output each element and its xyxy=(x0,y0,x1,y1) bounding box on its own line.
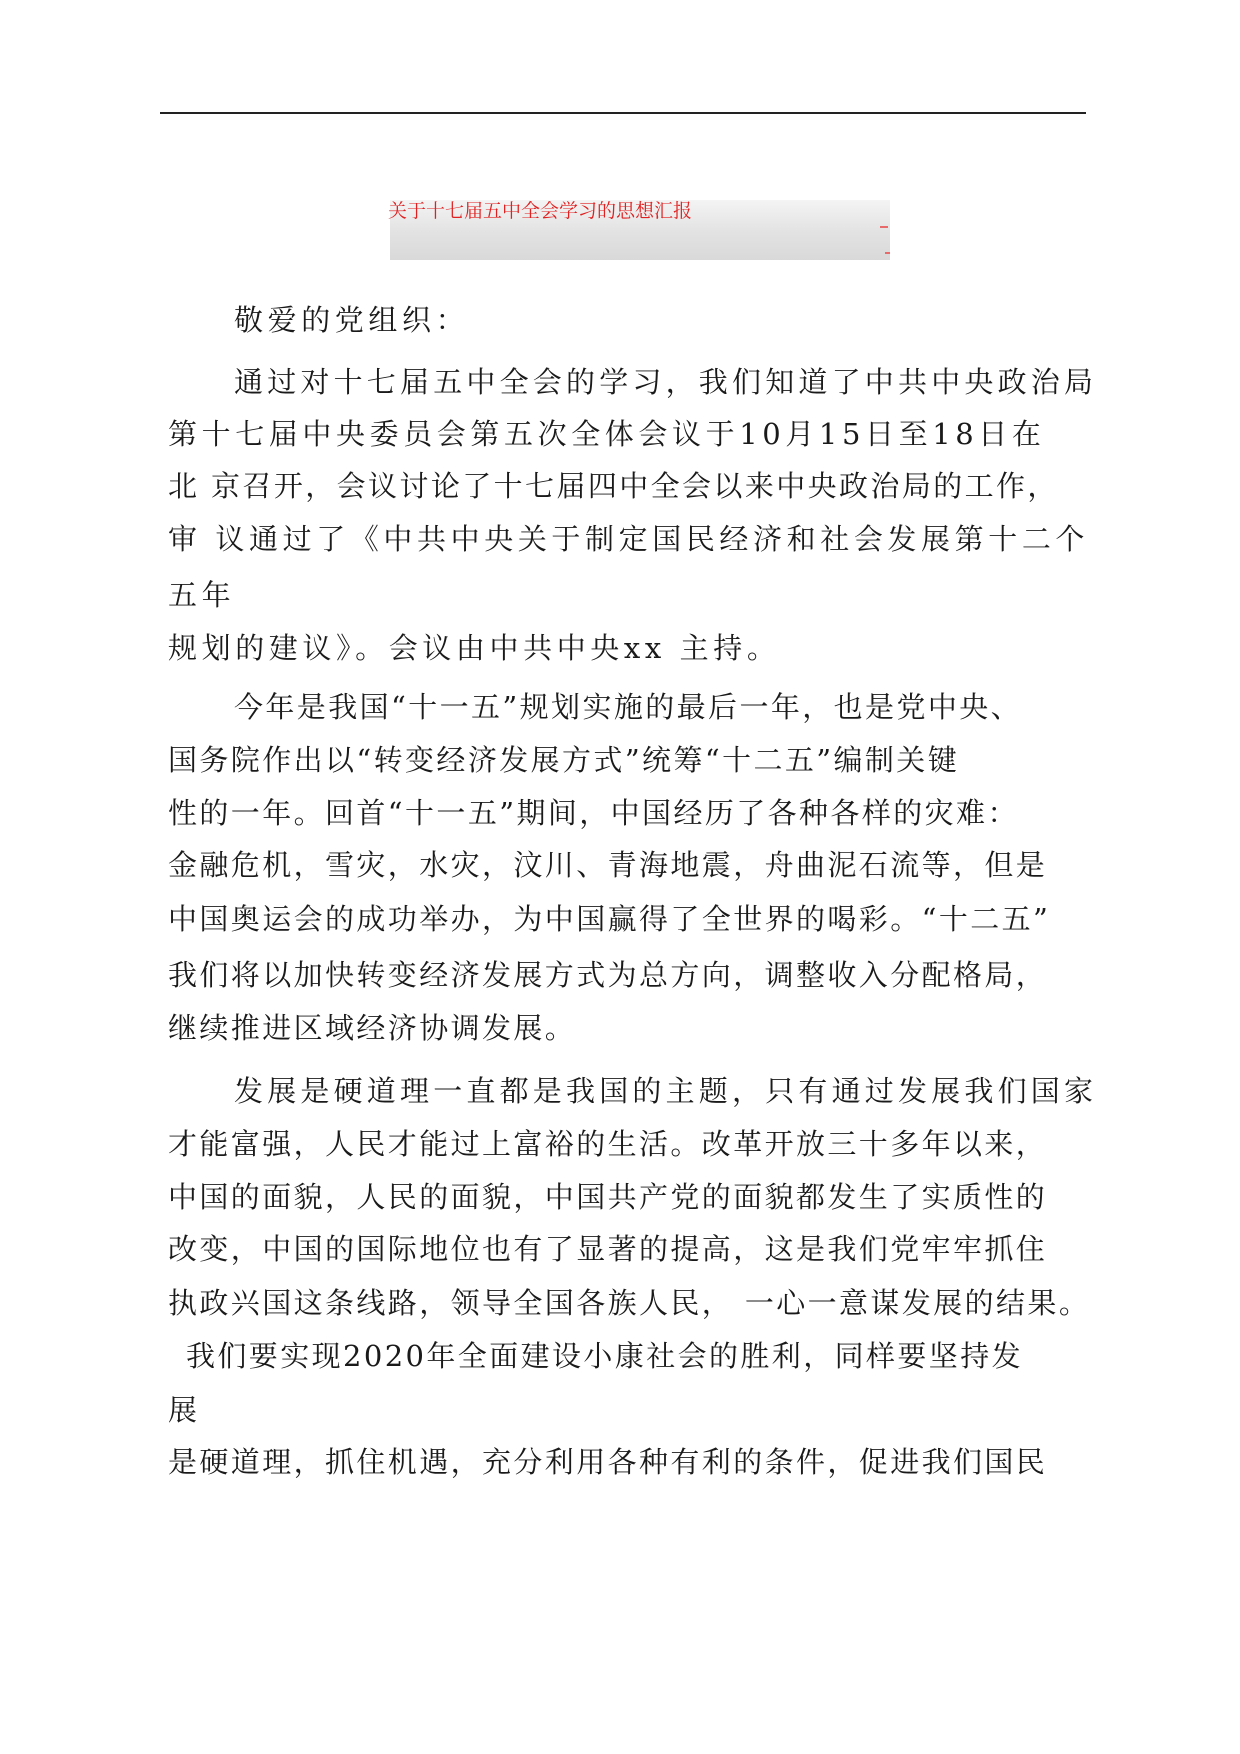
body-line: 执政兴国这条线路，领导全国各族人民， 一心一意谋发展的结果。 xyxy=(168,1286,1091,1320)
body-line: 性的一年。回首“十一五”期间，中国经历了各种各样的灾难： xyxy=(168,796,1019,830)
body-line: 我们将以加快转变经济发展方式为总方向，调整收入分配格局， xyxy=(168,958,1048,992)
header-rule xyxy=(160,112,1086,114)
body-line: 才能富强，人民才能过上富裕的生活。改革开放三十多年以来， xyxy=(168,1127,1048,1161)
body-line: 北 京召开，会议讨论了十七届四中全会以来中央政治局的工作， xyxy=(168,469,1059,503)
body-line: 中国奥运会的成功举办，为中国赢得了全世界的喝彩。“十二五” xyxy=(168,902,1051,936)
body-line: 五年 xyxy=(168,578,236,612)
body-line: 第十七届中央委员会第五次全体会议于10月15日至18日在 xyxy=(168,417,1046,451)
salutation: 敬爱的党组织： xyxy=(234,303,470,337)
body-line: 发展是硬道理一直都是我国的主题，只有通过发展我们国家 xyxy=(234,1074,1098,1108)
title-mark xyxy=(885,252,890,254)
title-mark xyxy=(880,226,888,228)
body-line: 规划的建议》。会议由中共中央xx 主持。 xyxy=(168,631,781,665)
body-line: 是硬道理，抓住机遇，充分利用各种有利的条件，促进我们国民 xyxy=(168,1445,1048,1479)
body-line: 改变，中国的国际地位也有了显著的提高，这是我们党牢牢抓住 xyxy=(168,1232,1048,1266)
body-line: 国务院作出以“转变经济发展方式”统筹“十二五”编制关键 xyxy=(168,743,960,777)
body-line: 今年是我国“十一五”规划实施的最后一年，也是党中央、 xyxy=(234,690,1023,724)
body-line: 我们要实现2020年全面建设小康社会的胜利，同样要坚持发 xyxy=(186,1339,1024,1373)
body-line: 审 议通过了《中共中央关于制定国民经济和社会发展第十二个 xyxy=(168,522,1090,556)
body-line: 金融危机，雪灾，水灾，汶川、青海地震，舟曲泥石流等，但是 xyxy=(168,848,1048,882)
body-line: 展 xyxy=(168,1393,202,1427)
body-line: 中国的面貌，人民的面貌，中国共产党的面貌都发生了实质性的 xyxy=(168,1180,1048,1214)
body-line: 继续推进区域经济协调发展。 xyxy=(168,1011,577,1045)
body-line: 通过对十七届五中全会的学习，我们知道了中共中央政治局 xyxy=(234,365,1098,399)
document-title: 关于十七届五中全会学习的思想汇报 xyxy=(388,200,693,222)
